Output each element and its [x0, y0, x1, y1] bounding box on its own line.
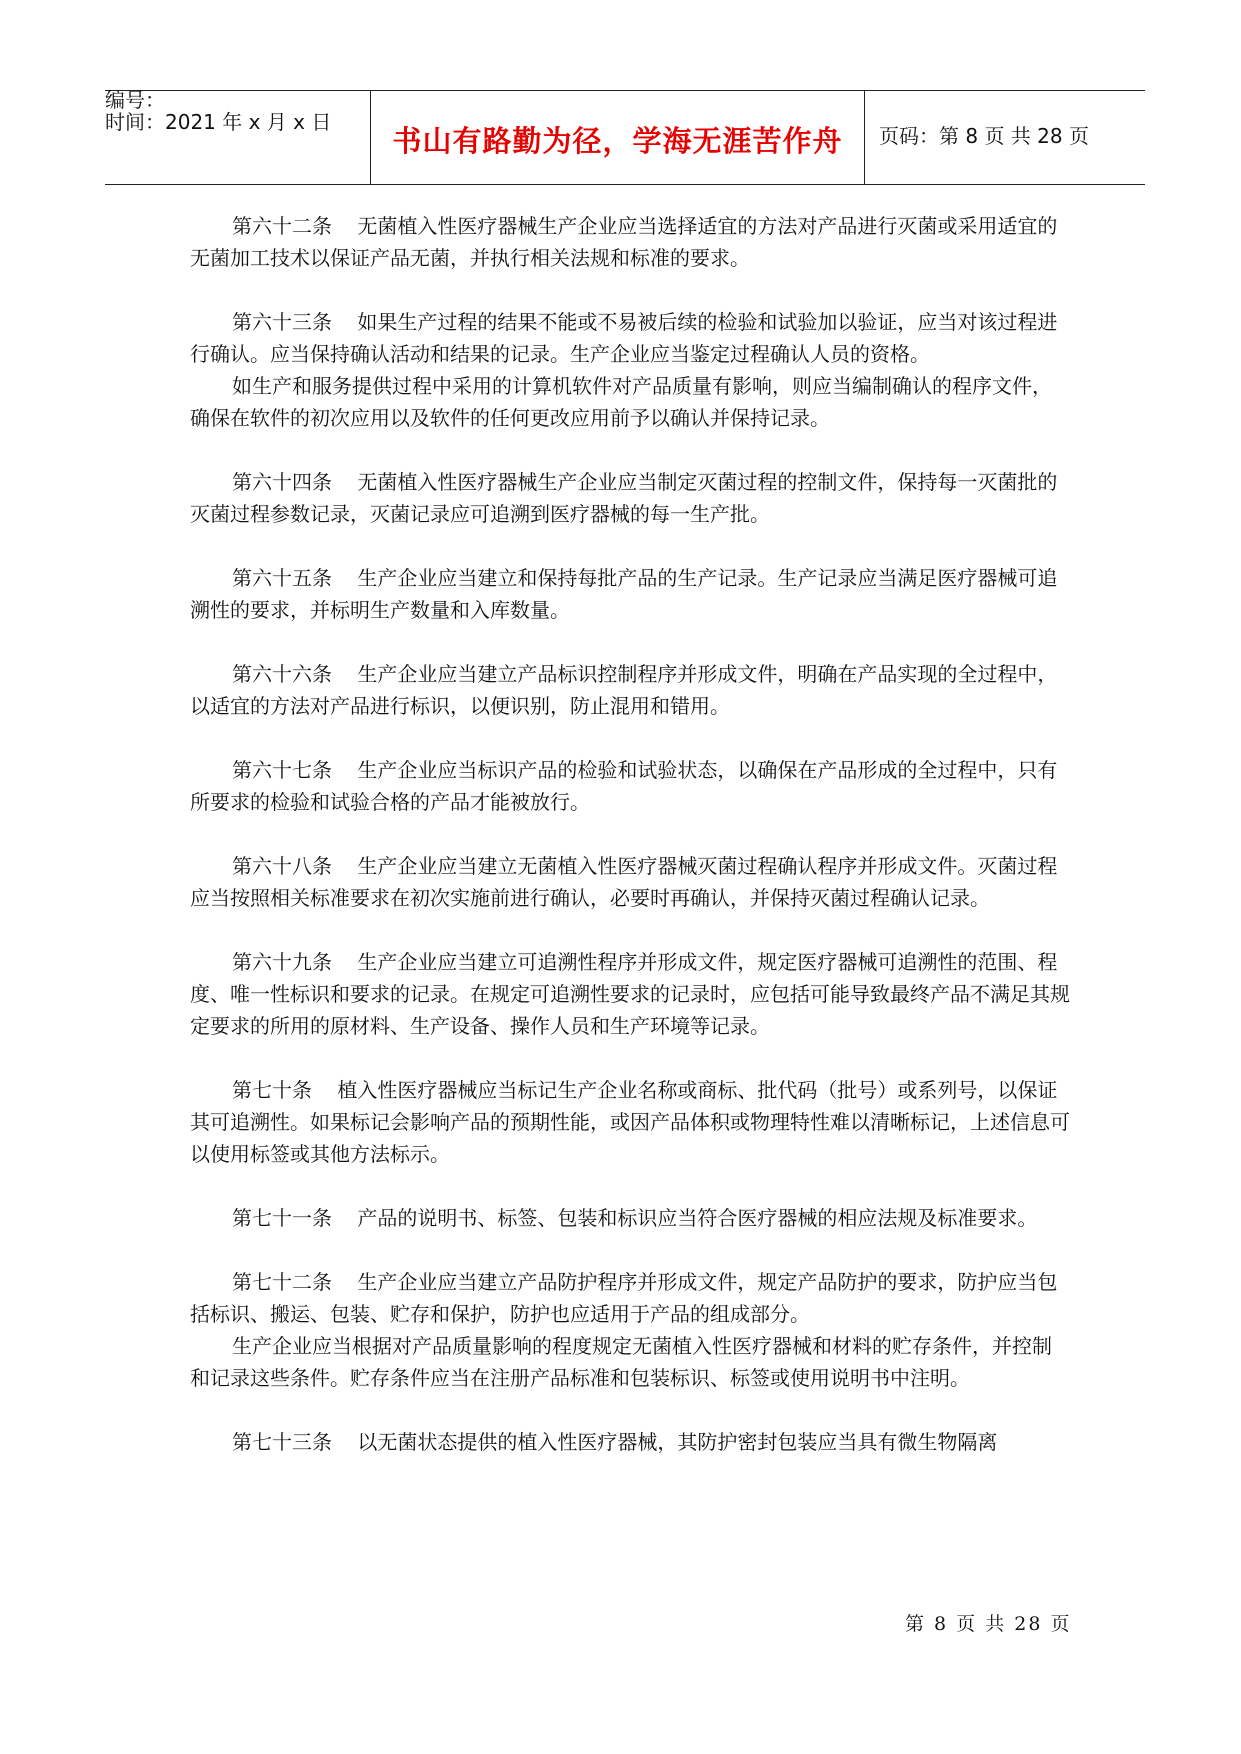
article-70: 第七十条 植入性医疗器械应当标记生产企业名称或商标、批代码（批号）或系列号，以保证其可追溯性。如果标记会影响产品的预期性能，或因产品体积或物理特性难以清晰标记，上述信息可以使用标签或其他方法标示。: [190, 1078, 1070, 1166]
article-63: 第六十三条 如果生产过程的结果不能或不易被后续的检验和试验加以验证，应当对该过程进行确认。应当保持确认活动和结果的记录。生产企业应当鉴定过程确认人员的资格。: [190, 310, 1058, 366]
article-67: 第六十七条 生产企业应当标识产品的检验和试验状态，以确保在产品形成的全过程中，只有所要求的检验和试验合格的产品才能被放行。: [190, 758, 1058, 814]
page-header: [105, 90, 1145, 185]
article-66: 第六十六条 生产企业应当建立产品标识控制程序并形成文件，明确在产品实现的全过程中，以适宜的方法对产品进行标识，以便识别，防止混用和错用。: [190, 662, 1058, 718]
page-label: 页码：第 8 页 共 28 页: [879, 124, 1089, 148]
article-65: 第六十五条 生产企业应当建立和保持每批产品的生产记录。生产记录应当满足医疗器械可追溯性的要求，并标明生产数量和入库数量。: [190, 566, 1058, 622]
header-motto-cell: [371, 91, 865, 184]
article-68: 第六十八条 生产企业应当建立无菌植入性医疗器械灭菌过程确认程序并形成文件。灭菌过程应当按照相关标准要求在初次实施前进行确认，必要时再确认，并保持灭菌过程确认记录。: [190, 854, 1058, 910]
document-body: [190, 210, 1070, 1458]
article-63-software: 如生产和服务提供过程中采用的计算机软件对产品质量有影响，则应当编制确认的程序文件，确保在软件的初次应用以及软件的任何更改应用前予以确认并保持记录。: [190, 374, 1052, 430]
article-62: 第六十二条 无菌植入性医疗器械生产企业应当选择适宜的方法对产品进行灭菌或采用适宜的无菌加工技术以保证产品无菌，并执行相关法规和标准的要求。: [190, 214, 1058, 270]
article-72-storage: 生产企业应当根据对产品质量影响的程度规定无菌植入性医疗器械和材料的贮存条件，并控制和记录这些条件。贮存条件应当在注册产品标准和包装标识、标签或使用说明书中注明。: [190, 1334, 1052, 1390]
article-72: 第七十二条 生产企业应当建立产品防护程序并形成文件，规定产品防护的要求，防护应当包括标识、搬运、包装、贮存和保护，防护也应适用于产品的组成部分。: [190, 1270, 1058, 1326]
motto-text: 书山有路勤为径，学海无涯苦作舟: [392, 124, 843, 158]
header-info-cell: [105, 88, 371, 184]
article-69: 第六十九条 生产企业应当建立可追溯性程序并形成文件，规定医疗器械可追溯性的范围、程度、唯一性标识和要求的记录。在规定可追溯性要求的记录时，应包括可能导致最终产品不满足其规定要求的所用的原材料、生产设备、操作人员和生产环境等记录。: [190, 950, 1070, 1038]
article-71: 第七十一条 产品的说明书、标签、包装和标识应当符合医疗器械的相应法规及标准要求。: [232, 1206, 1038, 1230]
article-64: 第六十四条 无菌植入性医疗器械生产企业应当制定灭菌过程的控制文件，保持每一灭菌批的灭菌过程参数记录，灭菌记录应可追溯到医疗器械的每一生产批。: [190, 470, 1058, 526]
time-label: 时间：2021 年 x 月 x 日: [105, 110, 332, 134]
header-page-cell: [865, 91, 1145, 184]
serial-label: 编号：: [105, 88, 165, 112]
page-footer: 第 8 页 共 28 页: [905, 1613, 1072, 1635]
article-73: 第七十三条 以无菌状态提供的植入性医疗器械，其防护密封包装应当具有微生物隔离: [232, 1430, 998, 1454]
